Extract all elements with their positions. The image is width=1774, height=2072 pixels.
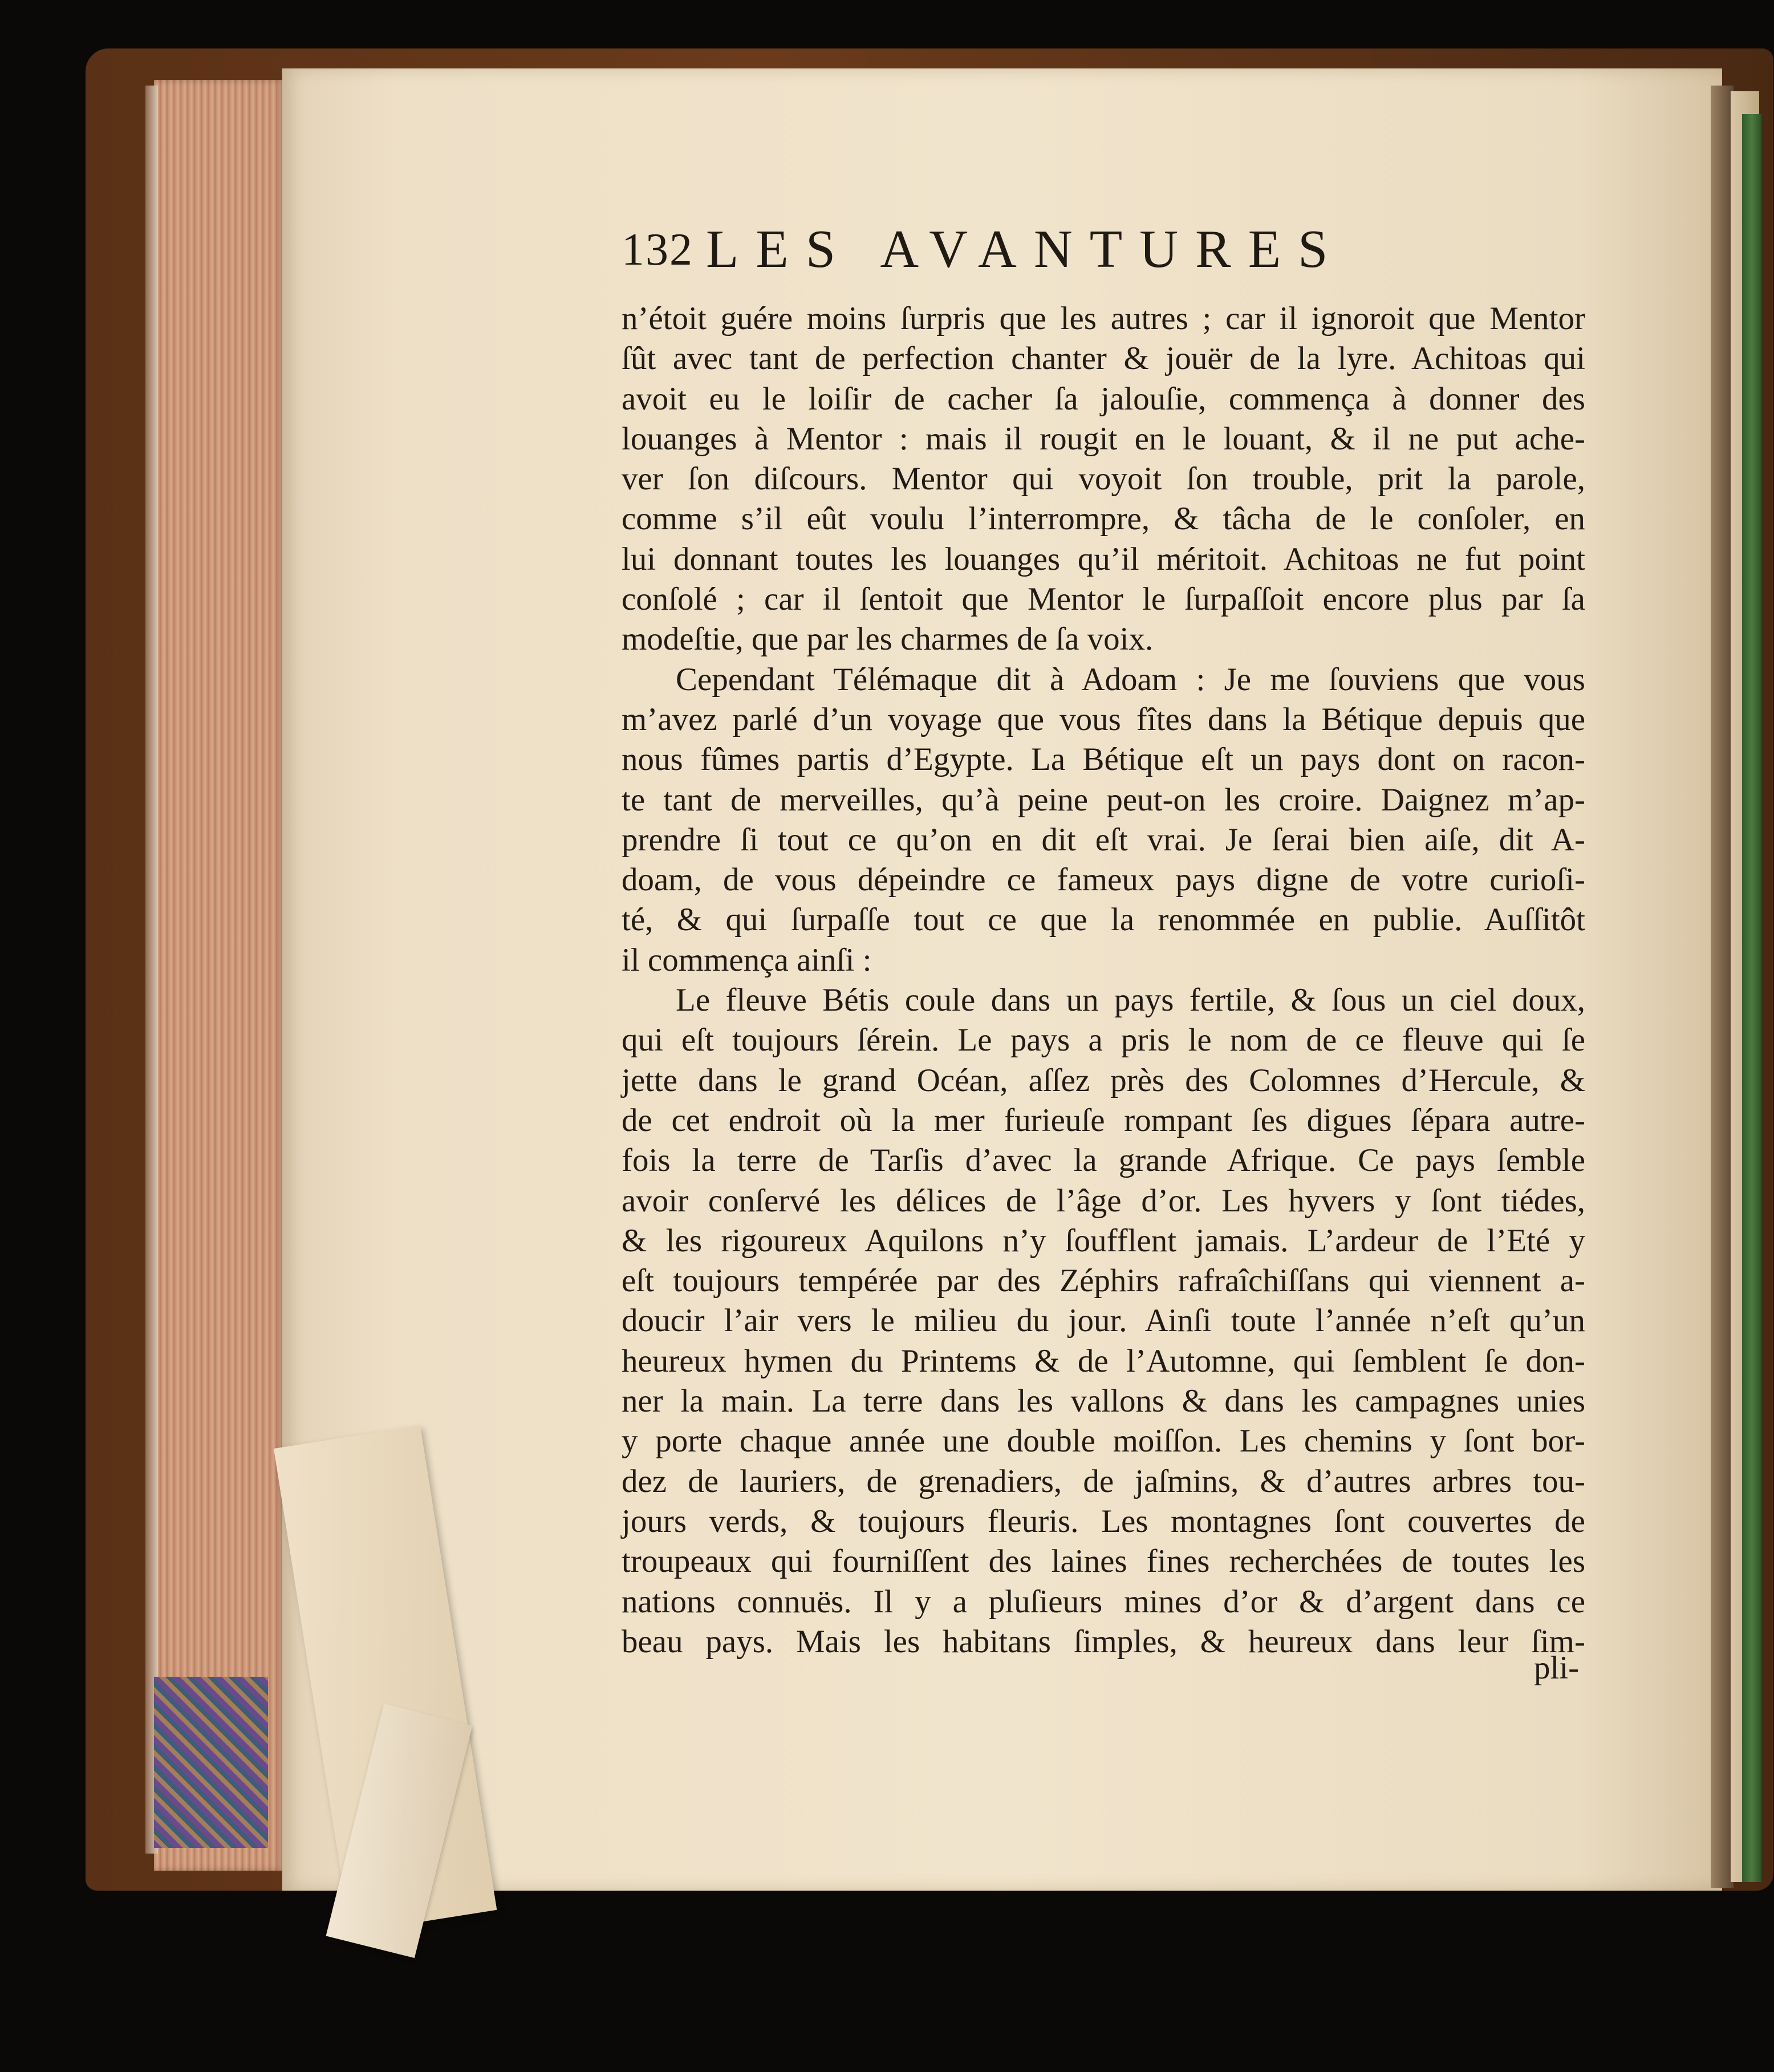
page-edge-strip bbox=[145, 86, 158, 1854]
text-line: Cependant Télémaque dit à Adoam : Je me ſouviens que vous bbox=[676, 661, 1585, 698]
text-line: & les rigoureux Aquilons n’y ſoufflent jamais. L’ardeur de l’Eté y bbox=[622, 1222, 1585, 1259]
text-line: troupeaux qui fourniſſent des laines fines recherchées de toutes les bbox=[622, 1543, 1585, 1580]
page-edges bbox=[154, 80, 285, 1871]
text-line: de cet endroit où la mer furieuſe rompant ſes digues ſépara autre- bbox=[622, 1102, 1585, 1138]
text-line: te tant de merveilles, qu’à peine peut-on les croire. Daignez m’ap- bbox=[622, 781, 1585, 818]
text-line: Le fleuve Bétis coule dans un pays fertile, & ſous un ciel doux, bbox=[676, 982, 1585, 1019]
catchword: pli- bbox=[1534, 1650, 1580, 1686]
text-line: fois la terre de Tarſis d’avec la grande Afrique. Ce pays ſemble bbox=[622, 1142, 1585, 1179]
text-line: louanges à Mentor : mais il rougit en le louant, & il ne put ache- bbox=[622, 420, 1585, 457]
text-line: ſût avec tant de perfection chanter & jouër de la lyre. Achitoas qui bbox=[622, 340, 1585, 377]
text-line: conſolé ; car il ſentoit que Mentor le ſurpaſſoit encore plus par ſa bbox=[622, 581, 1585, 618]
text-line: avoit eu le loiſir de cacher ſa jalouſie, commença à donner des bbox=[622, 380, 1585, 417]
text-line: prendre ſi tout ce qu’on en dit eſt vrai. Je ſerai bien aiſe, dit A- bbox=[622, 821, 1585, 858]
text-line: heureux hymen du Printems & de l’Automne, qui ſemblent ſe don- bbox=[622, 1343, 1585, 1379]
page-header bbox=[622, 218, 1591, 293]
text-line: nations connuës. Il y a pluſieurs mines d’or & d’argent dans ce bbox=[622, 1583, 1585, 1620]
text-line: jours verds, & toujours fleuris. Les montagnes ſont couvertes de bbox=[622, 1503, 1585, 1539]
text-line: doucir l’air vers le milieu du jour. Ainſi toute l’année n’eſt qu’un bbox=[622, 1303, 1585, 1339]
gutter bbox=[1711, 86, 1734, 1888]
text-line: nous fûmes partis d’Egypte. La Bétique eſt un pays dont on racon- bbox=[622, 741, 1585, 778]
text-line: doam, de vous dépeindre ce fameux pays digne de votre curioſi- bbox=[622, 862, 1585, 898]
text-line: beau pays. Mais les habitans ſimples, & heureux dans leur ſim- bbox=[622, 1623, 1585, 1660]
green-ribbon-marker bbox=[1742, 114, 1761, 1882]
text-line: y porte chaque année une double moiſſon. Les chemins y ſont bor- bbox=[622, 1423, 1585, 1459]
body-text bbox=[622, 299, 1585, 1662]
text-line: qui eſt toujours ſérein. Le pays a pris le nom de ce fleuve qui ſe bbox=[622, 1022, 1585, 1059]
text-line: ver ſon diſcours. Mentor qui voyoit ſon trouble, prit la parole, bbox=[622, 461, 1585, 497]
text-line: modeſtie, que par les charmes de ſa voix. bbox=[622, 621, 1154, 658]
text-line: jette dans le grand Océan, aſſez près des Colomnes d’Hercule, & bbox=[622, 1062, 1585, 1098]
text-line: té, & qui ſurpaſſe tout ce que la renommée en publie. Auſſitôt bbox=[622, 902, 1585, 938]
running-title: LES AVANTURES bbox=[706, 220, 1345, 279]
text-line: eſt toujours tempérée par des Zéphirs rafraîchiſſans qui viennent a- bbox=[622, 1263, 1585, 1299]
text-line: ner la main. La terre dans les vallons & dans les campagnes unies bbox=[622, 1383, 1585, 1420]
text-line: m’avez parlé d’un voyage que vous fîtes dans la Bétique depuis que bbox=[622, 701, 1585, 737]
text-line: lui donnant toutes les louanges qu’il méritoit. Achitoas ne fut point bbox=[622, 541, 1585, 577]
page-number: 132 bbox=[622, 225, 693, 275]
text-line: avoir conſervé les délices de l’âge d’or. Les hyvers y ſont tiédes, bbox=[622, 1182, 1585, 1219]
text-line: il commença ainſi : bbox=[622, 942, 872, 978]
text-line: dez de lauriers, de grenadiers, de jaſmins, & d’autres arbres tou- bbox=[622, 1463, 1585, 1499]
text-line: comme s’il eût voulu l’interrompre, & tâcha de le conſoler, en bbox=[622, 501, 1585, 537]
marbled-endpaper bbox=[154, 1677, 268, 1848]
text-line: n’étoit guére moins ſurpris que les autres ; car il ignoroit que Mentor bbox=[622, 301, 1585, 336]
